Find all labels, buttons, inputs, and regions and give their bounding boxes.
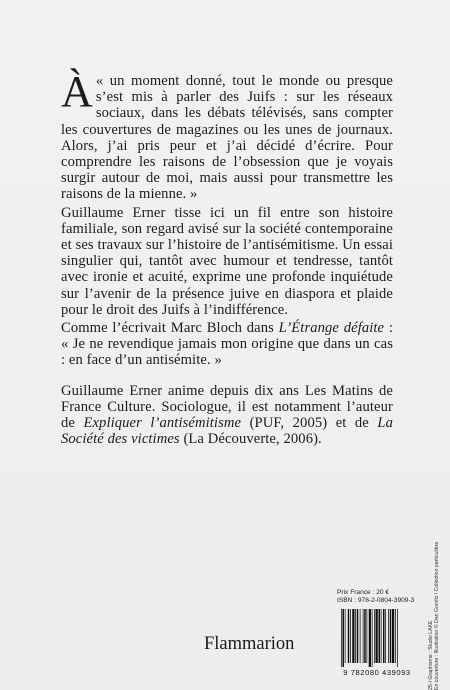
price-label: Prix France : 20 € [337, 589, 390, 596]
bio-book-title-1: Expliquer l’antisémitisme [83, 415, 242, 432]
bio-book-title-2: La Société des victimes [61, 415, 393, 448]
credits-block [428, 542, 441, 690]
quote-text: un moment donné, tout le monde ou presque s’est mis à parler des Juifs : sur les réseaux sociaux, dans les débats télévisés, sans compter les couvertures de magazines ou les unes de journaux. Alors, j’ai pris peur et j’ai décidé d’écrire. Pour comprendre les raisons de l’obsession que je voyais surgir autour de moi, mais aussi pour transmettre les raisons de la mienne. » [61, 73, 393, 203]
paragraph-summary [61, 205, 393, 318]
isbn-label: ISBN : 978-2-0804-3909-3 [337, 597, 415, 604]
bio-text-1: Guillaume Erner anime depuis dix ans Les Matins de France Culture. Sociologue, il est notamment l’auteur de [61, 382, 393, 432]
summary-text: Guillaume Erner tisse ici un fil entre son histoire familiale, son regard avisé sur la société contemporaine et ses travaux sur l’histoire de l’antisémitisme. Un essai singulier qui, tantôt avec humour et tendresse, tantôt avec ironie et acuité, exprime une profonde inquiétude sur l’avenir de la présence juive en diaspora et plaide pour le droit des Juifs à l’indifférence. [61, 204, 393, 318]
paragraph-bloch-quote [61, 320, 393, 369]
blurb-text [61, 67, 394, 448]
bloch-quote-text: : « Je ne revendique jamais mon origine que dans un cas : en face d’un antisémite. » [61, 320, 394, 369]
bio-text-3: (La Découverte, 2006). [179, 431, 322, 448]
bloch-intro-text: Comme l’écrivait Marc Bloch dans [61, 320, 279, 337]
bloch-book-title: L’Étrange défaite [278, 320, 385, 337]
publisher-name: Flammarion [204, 634, 295, 654]
barcode-number: 9 782080 439093 [343, 668, 411, 677]
bio-text-2: (PUF, 2005) et de [241, 415, 378, 432]
drop-cap: À [61, 67, 93, 116]
barcode [337, 609, 417, 677]
opening-quote-mark: « [95, 73, 110, 89]
credits-line-2: En couverture : Illustration © Dan Gorvitz / Collection particulière [434, 541, 441, 690]
price-block [337, 589, 414, 605]
paragraph-quote [61, 67, 393, 203]
paragraph-author-bio [61, 383, 393, 448]
barcode-bars [337, 609, 417, 667]
credits-line-1: 25-I Graphisme : Studio LAKE [428, 620, 434, 690]
